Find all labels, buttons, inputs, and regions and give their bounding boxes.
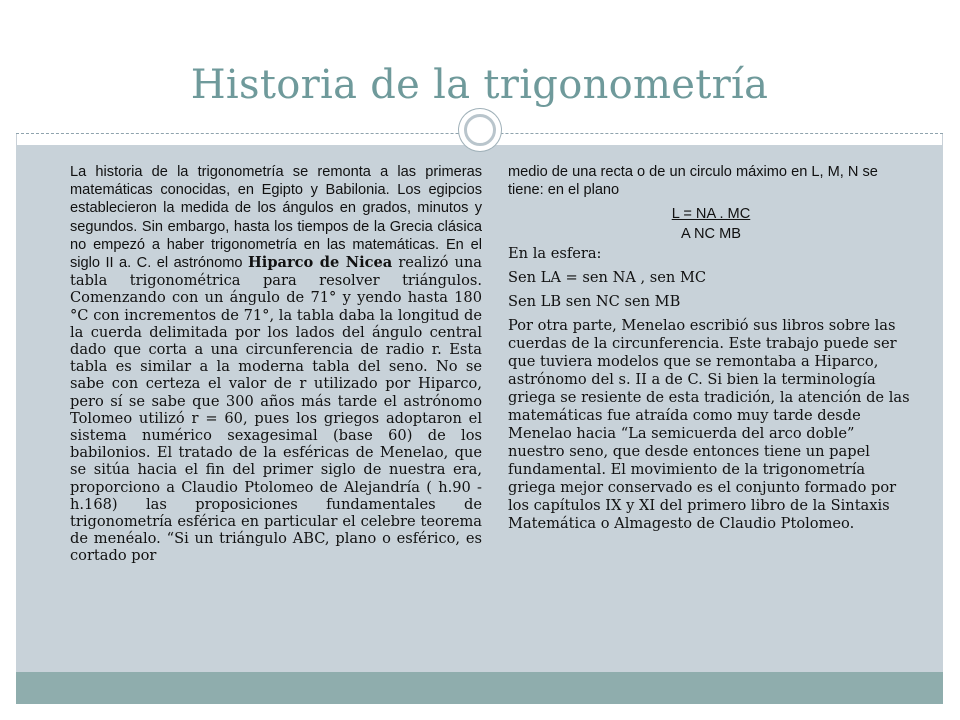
left-paragraph-part2: realizó una tabla trigonométrica para resolver triángulos. Comenzando con un ángulo de 71° y yendo hasta 180 °C con incrementos de 71°, la tabla daba la longitud de la cuerda delimitada por los lados del ángulo central dado que corta a una circunferencia de radio r. Esta tabla es similar a la moderna tabla del seno. No se sabe con certeza el valor de r utilizado por Hiparco, pero sí se sabe que 300 años más tarde el astrónomo Tolomeo utilizó r = 60, pues los griegos adoptaron el sistema numérico sexagesimal (base 60) de los babilonios. El tratado de la esféricas de Menelao, que se sitúa hacia el fin del primer siglo de nuestra era, proporciono a Claudio Ptolomeo de Alejandría ( h.90 - h.168) las proposiciones fundamentales de trigonometría esférica en particular el celebre teorema de menéalo. “Si un triángulo ABC, plano o esférico, es cortado por xyxy=(70,254,482,565)
right-closing-paragraph: Por otra parte, Menelao escribió sus libros sobre las cuerdas de la circunferencia. Este trabajo puede ser que tuviera modelos que se remontaba a Hiparco, astrónomo del s. II a de C. Si bien la terminología griega se resiente de esta tradición, la atención de las matemáticas fue atraída como muy tarde desde Menelao hacia “La semicuerda del arco doble” nuestro seno, que desde entonces tiene un papel fundamental. El movimiento de la trigonometría griega mejor conservado es el conjunto formado por los capítulos IX y XI del primero libro de la Sintaxis Matemática o Almagesto de Claudio Ptolomeo. xyxy=(508,317,910,532)
left-paragraph-part1: La historia de la trigonometría se remonta a las primeras matemáticas conocidas, en Egipto y Babilonia. Los egipcios establecieron la medida de los ángulos en grados, minutos y segundos. Sin embargo, hasta los tiempos de la Grecia clásica no empezó a haber trigonometría en las matemáticas. En el siglo II a. C. el astrónomo xyxy=(70,164,482,272)
left-text-column xyxy=(70,163,482,565)
slide-title: Historia de la trigonometría xyxy=(190,62,769,108)
hiparco-name: Hiparco de Nicea xyxy=(247,254,393,272)
circle-ornament-ring xyxy=(464,114,496,146)
circle-ornament-icon xyxy=(459,109,501,151)
right-intro: medio de una recta o de un circulo máximo en L, M, N se tiene: en el plano xyxy=(508,164,878,198)
formula-plane-numerator: L = NA . MC xyxy=(671,206,751,222)
formula-plane-line1 xyxy=(508,205,914,223)
footer-band xyxy=(16,672,943,704)
sphere-formula-line1: Sen LA = sen NA , sen MC xyxy=(508,269,707,286)
right-text-column xyxy=(508,163,914,539)
sphere-label: En la esfera: xyxy=(508,245,602,262)
sphere-formula-line2: Sen LB sen NC sen MB xyxy=(508,293,681,310)
formula-plane-line2: A NC MB xyxy=(680,226,741,242)
